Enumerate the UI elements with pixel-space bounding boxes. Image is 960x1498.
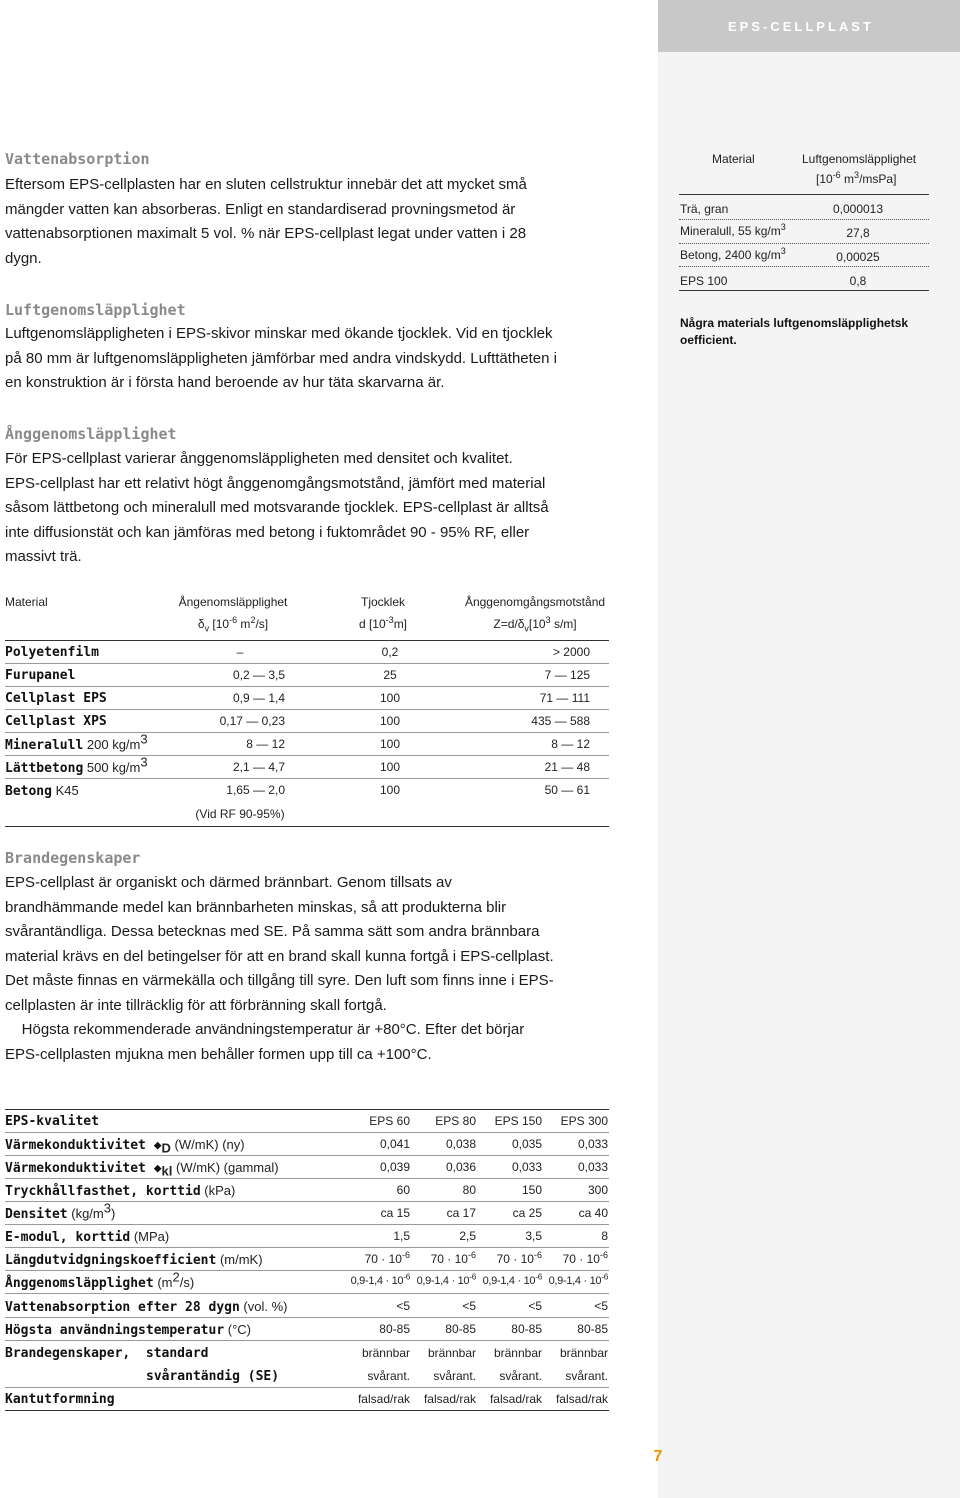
vapor-row-v1: 0,9 — 1,4 [232, 691, 285, 705]
prop-value: ca 17 [446, 1206, 476, 1220]
text-line: Eftersom EPS-cellplasten har en sluten cellstruktur innebär det att mycket små [5, 176, 527, 193]
text-line: EPS-cellplasten mjukna men behåller formen upp till ca +100°C. [5, 1045, 432, 1063]
vapor-row-v1: 0,17 — 0,23 [219, 714, 285, 728]
dotted-rule [679, 243, 929, 244]
prop-value: svårant. [499, 1369, 542, 1383]
prop-value: <5 [462, 1299, 476, 1313]
prop-value: falsad/rak [555, 1392, 608, 1406]
text-line: Högsta rekommenderade användningstemperatur är +80°C. Efter det börjar [5, 1021, 525, 1038]
text-line: på 80 mm är luftgenomsläppligheten jämförbar med andra vindskydd. Lufttätheten i [5, 349, 557, 367]
air-heading: Luftgenomsläpplighet [5, 301, 186, 319]
vapor-row-v2: 100 [379, 783, 401, 797]
prop-value: $70 \cdot 10^{-6}$ [562, 1250, 608, 1266]
fire-heading: Brandegenskaper [5, 849, 141, 867]
row-rule [5, 663, 609, 664]
vapor-col-material: Material [5, 595, 48, 609]
vapor-table-note: (Vid RF 90-95%) [195, 807, 285, 821]
text-line: mängder vatten kan absorberas. Enligt en standardiserad provningsmetod är [5, 200, 516, 218]
prop-value: 2,5 [459, 1229, 476, 1243]
row-rule [5, 1293, 609, 1294]
prop-row-label: Värmekonduktivitet $◆_D$ (W/mK) (ny) [5, 1137, 245, 1156]
prop-value: EPS 150 [494, 1114, 542, 1128]
row-rule [5, 1132, 609, 1133]
prop-value: 0,033 [577, 1160, 608, 1174]
prop-value: <5 [594, 1299, 608, 1313]
vapor-row-label: Furupanel [5, 668, 76, 683]
prop-value: 0,035 [511, 1137, 542, 1151]
prop-value: <5 [528, 1299, 542, 1313]
table-rule [5, 826, 609, 827]
row-rule [5, 686, 609, 687]
prop-row-label: Vattenabsorption efter 28 dygn (vol. %) [5, 1299, 288, 1315]
caption-line: oefficient. [680, 333, 737, 347]
prop-value: $70 \cdot 10^{-6}$ [364, 1250, 410, 1266]
vapor-col-permeability: Ångenomsläpplighet [178, 595, 288, 609]
text-line: dygn. [5, 249, 42, 267]
prop-value: $0,9-1,4 \cdot 10^{-6}$ [548, 1272, 608, 1287]
text-line: massivt trä. [5, 548, 82, 565]
row-rule [5, 1387, 609, 1388]
vapor-row-v2: 25 [383, 668, 397, 682]
prop-value: EPS 60 [369, 1114, 410, 1128]
row-rule [5, 732, 609, 733]
vapor-unit-permeability: $\delta_v$ [$10^{-6}$ $m^2/s$] [197, 615, 269, 634]
air-row-value: 0,00025 [836, 250, 880, 264]
prop-row-label: EPS-kvalitet [5, 1114, 99, 1129]
prop-row-label: Tryckhållfasthet, korttid (kPa) [5, 1183, 236, 1199]
prop-value: falsad/rak [423, 1392, 476, 1406]
lambda-icon: ◆ [153, 1161, 162, 1176]
prop-value: 0,039 [379, 1160, 410, 1174]
row-rule [5, 1178, 609, 1179]
fire-paragraph [5, 871, 645, 1067]
prop-value: brännbar [361, 1346, 410, 1360]
text-line: vattenabsorptionen maximalt 5 vol. % när EPS-cellplast legat under vatten i 28 [5, 225, 527, 242]
dotted-rule [679, 219, 929, 220]
text-line: en konstruktion är i första hand beroende av hur täta skarvarna är. [5, 374, 445, 391]
air-table-col-material: Material [712, 152, 755, 166]
water-heading: Vattenabsorption [5, 150, 150, 168]
vapor-row-v1: – [236, 645, 244, 659]
air-row-name: Mineralull, 55 $kg/m^3$ [680, 222, 786, 238]
prop-value: 80-85 [511, 1322, 542, 1336]
prop-value: 8 [601, 1229, 608, 1243]
vapor-row-v1: 2,1 — 4,7 [232, 760, 285, 774]
prop-value: $0,9-1,4 \cdot 10^{-6}$ [350, 1272, 410, 1287]
lambda-icon: ◆ [153, 1138, 162, 1153]
prop-value: 0,036 [445, 1160, 476, 1174]
vapor-heading: Ånggenomsläpplighet [5, 425, 177, 443]
prop-value: $0,9-1,4 \cdot 10^{-6}$ [482, 1272, 542, 1287]
text-line: inte diffusionstät och kan jämföras med betong i fuktområdet 90 - 95% RF, eller [5, 523, 530, 541]
prop-value: 80 [462, 1183, 476, 1197]
vapor-row-v3: 71 — 111 [539, 691, 590, 705]
vapor-col-thickness: Tjocklek [360, 595, 405, 609]
text-line: För EPS-cellplast varierar ånggenomsläppligheten med densitet och kvalitet. [5, 450, 513, 467]
prop-value: brännbar [559, 1346, 608, 1360]
row-rule [5, 1155, 609, 1156]
row-rule [5, 709, 609, 710]
vapor-row-label: Betong K45 [5, 783, 79, 799]
prop-value: 0,033 [577, 1137, 608, 1151]
prop-row-label: Ånggenomsläpplighet $(m^2/s)$ [5, 1269, 195, 1291]
table-rule [5, 1109, 609, 1110]
prop-value: $70 \cdot 10^{-6}$ [430, 1250, 476, 1266]
prop-row-label: svårantändig (SE) [146, 1369, 280, 1384]
vapor-row-v3: 7 — 125 [544, 668, 590, 682]
air-row-value: 0,000013 [832, 202, 884, 216]
air-row-name: EPS 100 [680, 274, 728, 288]
prop-row-label: Längdutvidgningskoefficient (m/mK) [5, 1252, 263, 1268]
prop-value: $70 \cdot 10^{-6}$ [496, 1250, 542, 1266]
prop-row-label: E-modul, korttid (MPa) [5, 1229, 170, 1245]
prop-row-label: Densitet $(kg/m^3)$ [5, 1200, 116, 1222]
vapor-row-label: Polyetenfilm [5, 645, 99, 660]
prop-value: svårant. [565, 1369, 608, 1383]
prop-value: ca 40 [578, 1206, 608, 1220]
table-rule [5, 640, 609, 641]
prop-value: 0,038 [445, 1137, 476, 1151]
prop-value: svårant. [433, 1369, 476, 1383]
prop-value: ca 15 [380, 1206, 410, 1220]
row-rule [5, 1247, 609, 1248]
prop-value: <5 [396, 1299, 410, 1313]
text-line: Det måste finnas en värmekälla och tillgång till syre. Den luft som finns inne i EPS- [5, 972, 554, 989]
vapor-unit-thickness: d $[10^{-3}m]$ [358, 615, 408, 631]
prop-value: $0,9-1,4 \cdot 10^{-6}$ [416, 1272, 476, 1287]
prop-value: EPS 300 [560, 1114, 608, 1128]
prop-value: EPS 80 [435, 1114, 476, 1128]
prop-row-label: Högsta användningstemperatur (°C) [5, 1322, 252, 1338]
air-row-name: Betong, 2400 $kg/m^3$ [680, 246, 786, 262]
air-table-caption [680, 315, 908, 349]
prop-row-label: Brandegenskaper, standard [5, 1346, 209, 1361]
air-row-name: Trä, gran [680, 202, 729, 216]
prop-value: 150 [521, 1183, 542, 1197]
text-line: brandhämmande medel kan brännbarheten minskas, så att produkterna blir [5, 898, 507, 916]
vapor-row-v2: 100 [379, 714, 401, 728]
air-paragraph [5, 322, 645, 396]
vapor-row-v3: > 2000 [552, 645, 590, 659]
vapor-row-v3: 435 — 588 [531, 714, 590, 728]
caption-line: Några materials luftgenomsläpplighetsk [680, 316, 909, 330]
vapor-row-v2: 0,2 [381, 645, 399, 659]
vapor-row-v3: 50 — 61 [544, 783, 590, 797]
air-table-unit: [$10^{-6}$ $m^3/msPa$] [816, 170, 897, 186]
prop-value: 80-85 [577, 1322, 608, 1336]
vapor-row-label: Cellplast EPS [5, 691, 107, 706]
prop-value: 80-85 [379, 1322, 410, 1336]
prop-value: 0,041 [379, 1137, 410, 1151]
row-rule [5, 1201, 609, 1202]
page-number: 7 [653, 1448, 663, 1465]
row-rule [5, 778, 609, 779]
vapor-row-v3: 8 — 12 [551, 737, 590, 751]
prop-value: falsad/rak [357, 1392, 410, 1406]
air-table-col-value: Luftgenomsläpplighet [802, 152, 917, 166]
prop-value: 60 [396, 1183, 410, 1197]
table-rule [679, 194, 929, 195]
text-line: EPS-cellplast är organiskt och därmed brännbart. Genom tillsats av [5, 874, 452, 891]
prop-value: falsad/rak [489, 1392, 542, 1406]
water-paragraph [5, 173, 645, 271]
prop-row-label: Kantutformning [5, 1392, 115, 1407]
table-rule [5, 1410, 609, 1411]
prop-row-label: Värmekonduktivitet $◆_{kl}$ (W/mK) (gammal) [5, 1160, 279, 1179]
text-line: material krävs en del betingelser för att en brand skall kunna fortgå i EPS-cellplast. [5, 947, 554, 965]
vapor-row-label: Mineralull 200 $kg/m^3$ [5, 731, 148, 753]
prop-value: 3,5 [525, 1229, 542, 1243]
text-line: såsom lättbetong och mineralull med motsvarande tjocklek. EPS-cellplast är alltså [5, 499, 549, 516]
vapor-row-v2: 100 [379, 760, 401, 774]
row-rule [5, 1224, 609, 1225]
prop-value: svårant. [367, 1369, 410, 1383]
vapor-row-label: Cellplast XPS [5, 714, 107, 729]
prop-value: 80-85 [445, 1322, 476, 1336]
vapor-row-v1: 1,65 — 2,0 [226, 783, 285, 797]
prop-value: 0,033 [511, 1160, 542, 1174]
section-tab-label: EPS-CELLPLAST [728, 19, 874, 34]
dotted-rule [679, 266, 929, 267]
vapor-row-v1: 0,2 — 3,5 [232, 668, 285, 682]
air-row-value: 0,8 [849, 274, 867, 288]
vapor-row-v2: 100 [379, 737, 401, 751]
prop-value: 1,5 [393, 1229, 410, 1243]
text-line: cellplasten är inte tillräcklig för att förbränning skall fortgå. [5, 996, 387, 1014]
text-line: EPS-cellplast har ett relativt högt ånggenomgångsmotstånd, jämfört med material [5, 474, 546, 492]
text-line: svårantändliga. Dessa betecknas med SE. På samma sätt som andra brännbara [5, 923, 540, 940]
row-rule [5, 1270, 609, 1271]
prop-value: ca 25 [512, 1206, 542, 1220]
table-rule [679, 290, 929, 291]
row-rule [5, 1340, 609, 1341]
vapor-col-resistance: Ånggenomgångsmotstånd [464, 595, 606, 609]
vapor-paragraph [5, 447, 645, 570]
vapor-row-v2: 100 [379, 691, 401, 705]
prop-value: brännbar [427, 1346, 476, 1360]
vapor-unit-resistance: $Z=d/\delta_v[10^3$ s/m] [493, 615, 577, 634]
vapor-row-v1: 8 — 12 [246, 737, 285, 751]
vapor-row-v3: 21 — 48 [544, 760, 590, 774]
prop-value: 300 [587, 1183, 608, 1197]
text-line: Luftgenomsläppligheten i EPS-skivor minskar med ökande tjocklek. Vid en tjocklek [5, 325, 553, 342]
row-rule [5, 755, 609, 756]
air-row-value: 27,8 [846, 226, 870, 240]
prop-value: brännbar [493, 1346, 542, 1360]
row-rule [5, 1317, 609, 1318]
vapor-row-label: Lättbetong 500 $kg/m^3$ [5, 754, 148, 776]
